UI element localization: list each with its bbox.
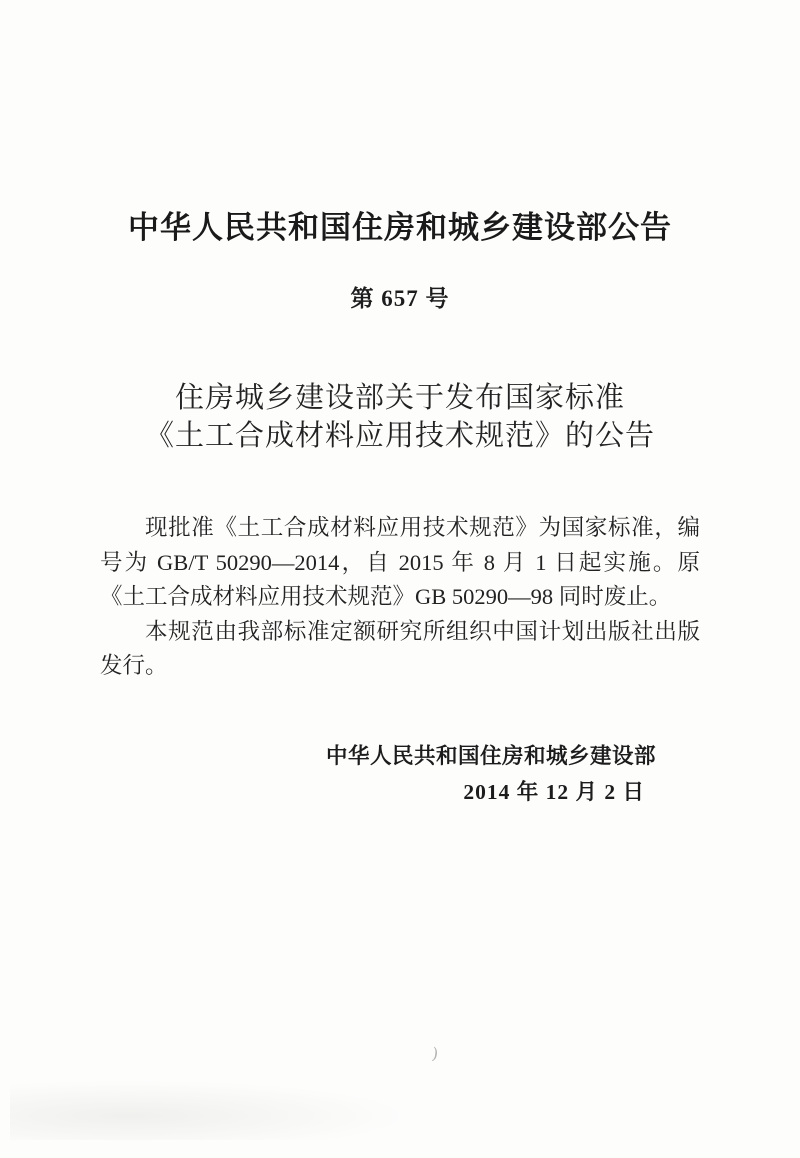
body-paragraph-2: 本规范由我部标准定额研究所组织中国计划出版社出版发行。 <box>100 618 700 679</box>
issue-date: 2014 年 12 月 2 日 <box>463 780 645 804</box>
subtitle-line-2: 《土工合成材料应用技术规范》的公告 <box>144 420 655 452</box>
announcement-number: 第 657 号 <box>350 286 450 311</box>
scan-smudge <box>10 1080 410 1140</box>
announcement-body <box>100 511 700 684</box>
subtitle-line-1: 住房城乡建设部关于发布国家标准 <box>174 382 625 414</box>
announcement-title: 中华人民共和国住房和城乡建设部公告 <box>128 210 672 245</box>
body-paragraph-1: 现批准《土工合成材料应用技术规范》为国家标准，编号为 GB/T 50290—2014，自 2015 年 8 月 1 日起实施。原《土工合成材料应用技术规范》GB 50290—98 同时废止。 <box>100 515 700 610</box>
scan-artifact-mark: ) <box>430 1043 440 1064</box>
issuer-signature: 中华人民共和国住房和城乡建设部 <box>325 744 656 768</box>
announcement-subtitle <box>0 379 800 455</box>
